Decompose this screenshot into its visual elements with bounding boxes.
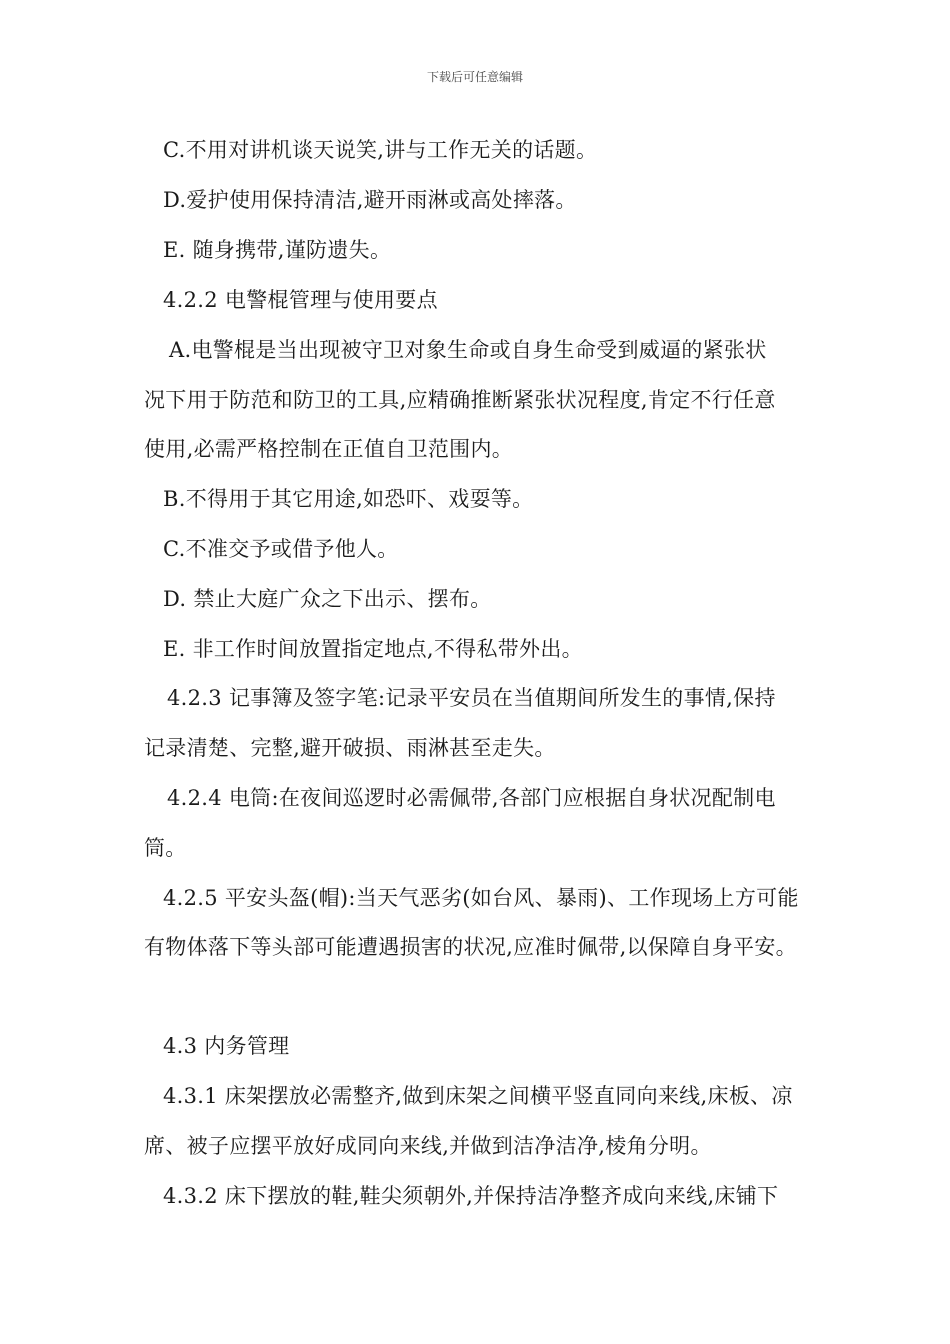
section-heading-4-3-1: 4.3.1 床架摆放必需整齐,做到床架之间横平竖直同向来线,床板、凉	[163, 1084, 793, 1108]
section-heading-4-2-2: 4.2.2 电警棍管理与使用要点	[163, 288, 438, 312]
text-line-20: 席、被子应摆平放好成同向来线,并做到洁净洁净,棱角分明。	[144, 1134, 712, 1158]
text-line-6: 况下用于防范和防卫的工具,应精确推断紧张状况程度,肯定不行任意	[144, 388, 776, 412]
text-line-3: E. 随身携带,谨防遗失。	[163, 238, 392, 262]
text-line-15: 筒。	[144, 836, 187, 860]
section-heading-4-2-4: 4.2.4 电筒:在夜间巡逻时必需佩带,各部门应根据自身状况配制电	[167, 786, 776, 810]
text-line-2: D.爱护使用保持清洁,避开雨淋或高处摔落。	[163, 188, 577, 212]
text-line-11: E. 非工作时间放置指定地点,不得私带外出。	[163, 637, 583, 661]
text-line-8: B.不得用于其它用途,如恐吓、戏耍等。	[163, 487, 534, 511]
section-heading-4-3: 4.3 内务管理	[163, 1034, 290, 1058]
text-line-5: A.电警棍是当出现被守卫对象生命或自身生命受到威逼的紧张状	[169, 338, 767, 362]
text-line-7: 使用,必需严格控制在正值自卫范围内。	[144, 437, 514, 461]
header-note: 下载后可任意编辑	[426, 70, 523, 84]
text-line-13: 记录清楚、完整,避开破损、雨淋甚至走失。	[144, 736, 556, 760]
text-line-17: 有物体落下等头部可能遭遇损害的状况,应准时佩带,以保障自身平安。	[144, 935, 797, 959]
text-line-1: C.不用对讲机谈天说笑,讲与工作无关的话题。	[163, 138, 598, 162]
section-heading-4-2-5: 4.2.5 平安头盔(帽):当天气恶劣(如台风、暴雨)、工作现场上方可能	[163, 886, 799, 910]
section-heading-4-2-3: 4.2.3 记事簿及签字笔:记录平安员在当值期间所发生的事情,保持	[167, 686, 776, 710]
text-line-9: C.不准交予或借予他人。	[163, 537, 399, 561]
text-line-10: D. 禁止大庭广众之下出示、摆布。	[163, 587, 492, 611]
section-heading-4-3-2: 4.3.2 床下摆放的鞋,鞋尖须朝外,并保持洁净整齐成向来线,床铺下	[163, 1184, 779, 1208]
